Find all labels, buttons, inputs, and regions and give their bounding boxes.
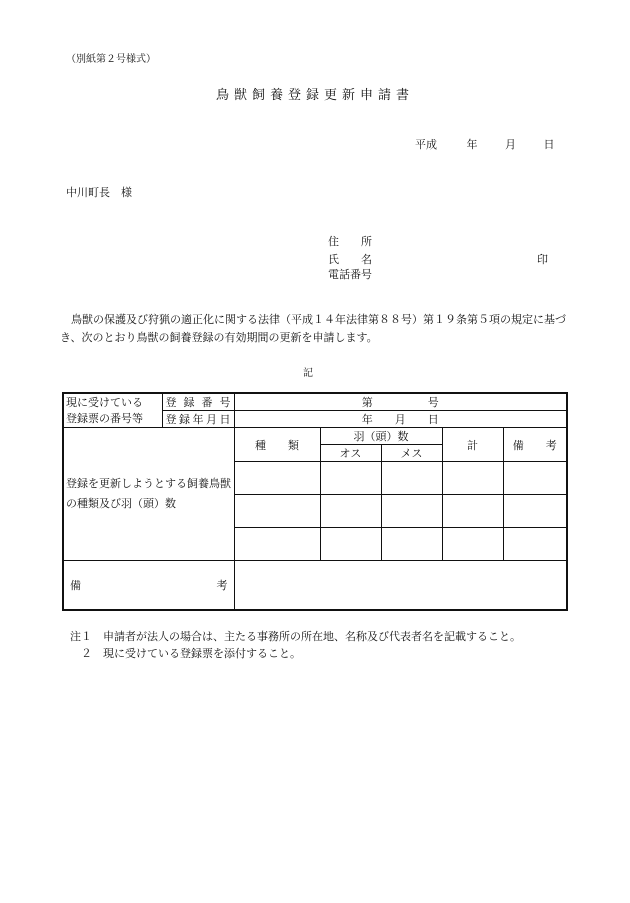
application-statement: 鳥獣の保護及び狩猟の適正化に関する法律（平成１４年法律第８８号）第１９条第５項の規定に基づき、次のとおり鳥獣の飼養登録の有効期間の更新を申請します。 bbox=[60, 313, 566, 344]
species-cell[interactable] bbox=[234, 528, 320, 561]
renewal-species-label: 登録を更新しようとする飼養鳥獣の種類及び羽（頭）数 bbox=[63, 428, 234, 561]
species-cell[interactable] bbox=[234, 495, 320, 528]
female-count-cell[interactable] bbox=[381, 462, 442, 495]
male-header: オス bbox=[320, 445, 381, 462]
addressee: 中川町長 様 bbox=[66, 186, 132, 199]
species-header: 種 類 bbox=[234, 428, 320, 462]
date-era: 平成 bbox=[415, 138, 437, 151]
total-cell[interactable] bbox=[442, 462, 503, 495]
total-cell[interactable] bbox=[442, 528, 503, 561]
female-count-cell[interactable] bbox=[381, 495, 442, 528]
date-day: 日 bbox=[543, 138, 555, 151]
remarks-cell[interactable] bbox=[503, 495, 567, 528]
female-header: メス bbox=[381, 445, 442, 462]
remarks-cell[interactable] bbox=[503, 462, 567, 495]
total-header: 計 bbox=[442, 428, 503, 462]
notes bbox=[70, 628, 521, 662]
application-date bbox=[415, 136, 555, 152]
form-id: （別紙第２号様式） bbox=[66, 54, 156, 65]
male-count-cell[interactable] bbox=[320, 495, 381, 528]
remarks-row-value[interactable] bbox=[234, 561, 567, 610]
phone-label: 電話番号 bbox=[328, 268, 372, 281]
reg-date-label: 登録年月日 bbox=[162, 411, 234, 428]
remarks-header: 備 考 bbox=[503, 428, 567, 462]
male-count-cell[interactable] bbox=[320, 528, 381, 561]
total-cell[interactable] bbox=[442, 495, 503, 528]
male-count-cell[interactable] bbox=[320, 462, 381, 495]
current-registration-label: 現に受けている 登録票の番号等 bbox=[63, 393, 162, 428]
female-count-cell[interactable] bbox=[381, 528, 442, 561]
seal-mark: 印 bbox=[537, 253, 548, 266]
document-title: 鳥獣飼養登録更新申請書 bbox=[215, 88, 414, 103]
count-header: 羽（頭）数 bbox=[320, 428, 442, 445]
species-cell[interactable] bbox=[234, 462, 320, 495]
date-year: 年 bbox=[466, 138, 478, 151]
reg-date-value: 年 月 日 bbox=[234, 411, 567, 428]
reg-number-value: 第 号 bbox=[234, 393, 567, 411]
registration-table bbox=[62, 392, 568, 611]
reg-number-label: 登録番号 bbox=[162, 393, 234, 411]
date-month: 月 bbox=[505, 138, 516, 151]
remarks-cell[interactable] bbox=[503, 528, 567, 561]
name-label: 氏 名 bbox=[328, 253, 372, 266]
ki-heading: 記 bbox=[303, 368, 313, 379]
note-1: 注１ 申請者が法人の場合は、主たる事務所の所在地、名称及び代表者名を記載すること。 bbox=[70, 630, 521, 643]
note-2: ２ 現に受けている登録票を添付すること。 bbox=[70, 647, 301, 660]
address-label: 住 所 bbox=[328, 235, 372, 248]
remarks-row-label: 備 考 bbox=[63, 561, 234, 610]
